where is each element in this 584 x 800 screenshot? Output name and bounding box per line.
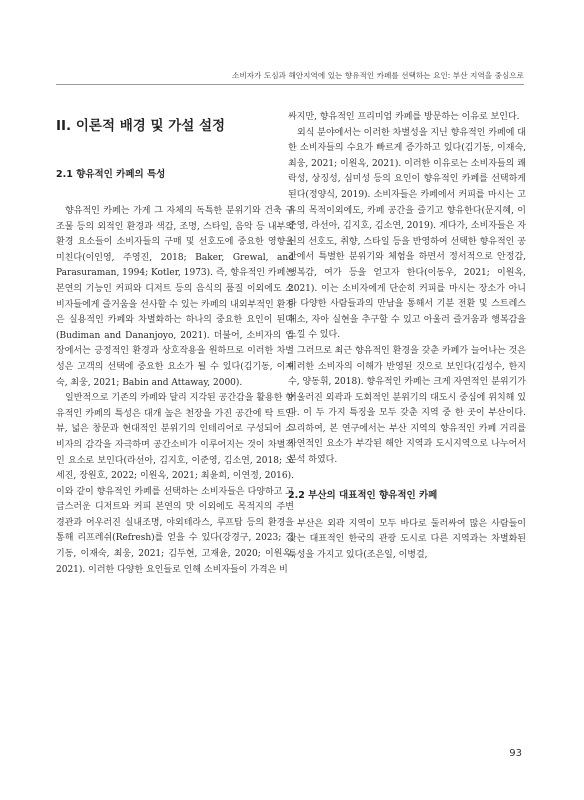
right-column [288, 110, 526, 563]
paragraph: 부산은 외곽 지역이 모두 바다로 둘러싸여 많은 사람들이 찾는 대표적인 한국의 관광 도시로 다른 지역과는 차별화된 특성을 가지고 있다(조은일, 이병걸, [288, 518, 526, 560]
running-header: 소비자가 도심과 해안지역에 있는 향유적인 카페를 선택하는 요인: 부산 지역을 중심으로 [232, 71, 524, 80]
paragraph: 향유적인 카페는 가게 그 자체의 독특한 분위기와 건축 구조물 등의 외적인 환경과 색감, 조명, 스타일, 음악 등 내부의 환경 요소들이 소비자들의 구매 및 선호도에 중요한 영향을 미친다(이인영, 주영진, 2018; Baker, Grewal, and Parasuraman, 1994; Kotler, 1973). 즉, 향유적인 카페는 본연의 기능인 커피와 디저트 등의 음식의 품질 이외에도 소비자들에게 즐거움을 선사할 수 있는 카페의 내외부적인 환경은 실용적인 카페와 차별화하는 하나의 중요한 요인이 된다(Budiman and Dananjoyo, 2021). 더불어, 소비자의 입장에서는 긍정적인 환경과 상호작용을 원하므로 이러한 차별성은 고객의 선택에 중요한 요소가 될 수 있다(김기동, 이재숙, 최웅, 2021; Babin and Attaway, 2000). [56, 206, 295, 388]
paragraph: 싸지만, 향유적인 프리미엄 카페를 방문하는 이유로 보인다. [288, 112, 520, 122]
paragraph: 일반적으로 기존의 카페와 달리 지각된 공간감을 활용한 향유적인 카페의 특성은 대개 높은 천장을 가진 공간에 탁 트인 뷰, 넓은 창문과 현대적인 분위기의 인테리어로 구성되어 소비자의 감각을 자극하며 공간소비가 이루어지는 것이 차별적인 요소로 보인다(라선아, 김지호, 이준영, 김소연, 2018; 오세진, 장원호, 2022; 이원옥, 2021; 최윤희, 이연정, 2016). 이와 같이 향유적인 카페를 선택하는 소비자들은 다양하고 고급스러운 디저트와 커피 본연의 맛 이외에도 목적지의 주변 경관과 어우러진 실내조명, 야외테라스, 루프탑 등의 환경을 통해 리프레쉬(Refresh)를 얻을 수 있다(강경구, 2023; 김기동, 이재숙, 최웅, 2021; 김두현, 고재윤, 2020; 이원옥, 2021). 이러한 다양한 요인들로 인해 소비자들이 가격은 비 [56, 393, 294, 575]
header-rule [56, 84, 524, 85]
left-column [56, 110, 294, 578]
page-number: 93 [509, 748, 522, 759]
subsection-title-2-1: 2.1 향유적인 카페의 특성 [56, 169, 166, 180]
paragraph: 외식 분야에서는 이러한 차별성을 지닌 향유적인 카페에 대한 소비자들의 수요가 빠르게 증가하고 있다(김기동, 이재숙, 최웅, 2021; 이원옥, 2021). 이러한 이유로는 소비자들의 쾌락성, 상징성, 심미성 등의 요인이 향유적인 카페를 선택하게 된다(정양식, 2019). 소비자들은 카페에서 커피를 마시는 고유의 목적이외에도, 카페 공간을 즐기고 향유한다(문지혜, 이준영, 라선아, 김지호, 김소연, 2019). 게다가, 소비자들은 자신의 선호도, 취향, 스타일 등을 반영하여 선택한 향유적인 공간에서 특별한 분위기와 체험을 하면서 정서적으로 안정감, 행복감, 여가 등을 얻고자 한다(이동우, 2021; 이원옥, 2021). 이는 소비자에게 단순히 커피를 마시는 장소가 아니라 다양한 사람들과의 만남을 통해서 기분 전환 및 스트레스 해소, 자아 실현을 추구할 수 있고 아울러 즐거움과 행복감을 느낄 수 있다. [288, 127, 526, 341]
section-title: II. 이론적 배경 및 가설 설정 [56, 118, 226, 134]
paragraph: 그러므로 최근 향유적인 환경을 갖춘 카페가 늘어나는 것은 이러한 소비자의 이해가 반영된 것으로 보인다(김성수, 한지수, 양동휘, 2018). 향유적인 카페는 크게 자연적인 분위기가 어울러진 외곽과 도회적인 분위기의 대도시 중심에 위치해 있다. 이 두 가지 특징을 모두 갖춘 지역 중 한 곳이 부산이다. 그리하여, 본 연구에서는 부산 지역의 향유적인 카페 거리를 자연적인 요소가 부각된 해안 지역과 도시지역으로 나누어서 분석 하였다. [288, 345, 526, 466]
subsection-title-2-2: 2.2 부산의 대표적인 향유적인 카페 [288, 489, 438, 501]
